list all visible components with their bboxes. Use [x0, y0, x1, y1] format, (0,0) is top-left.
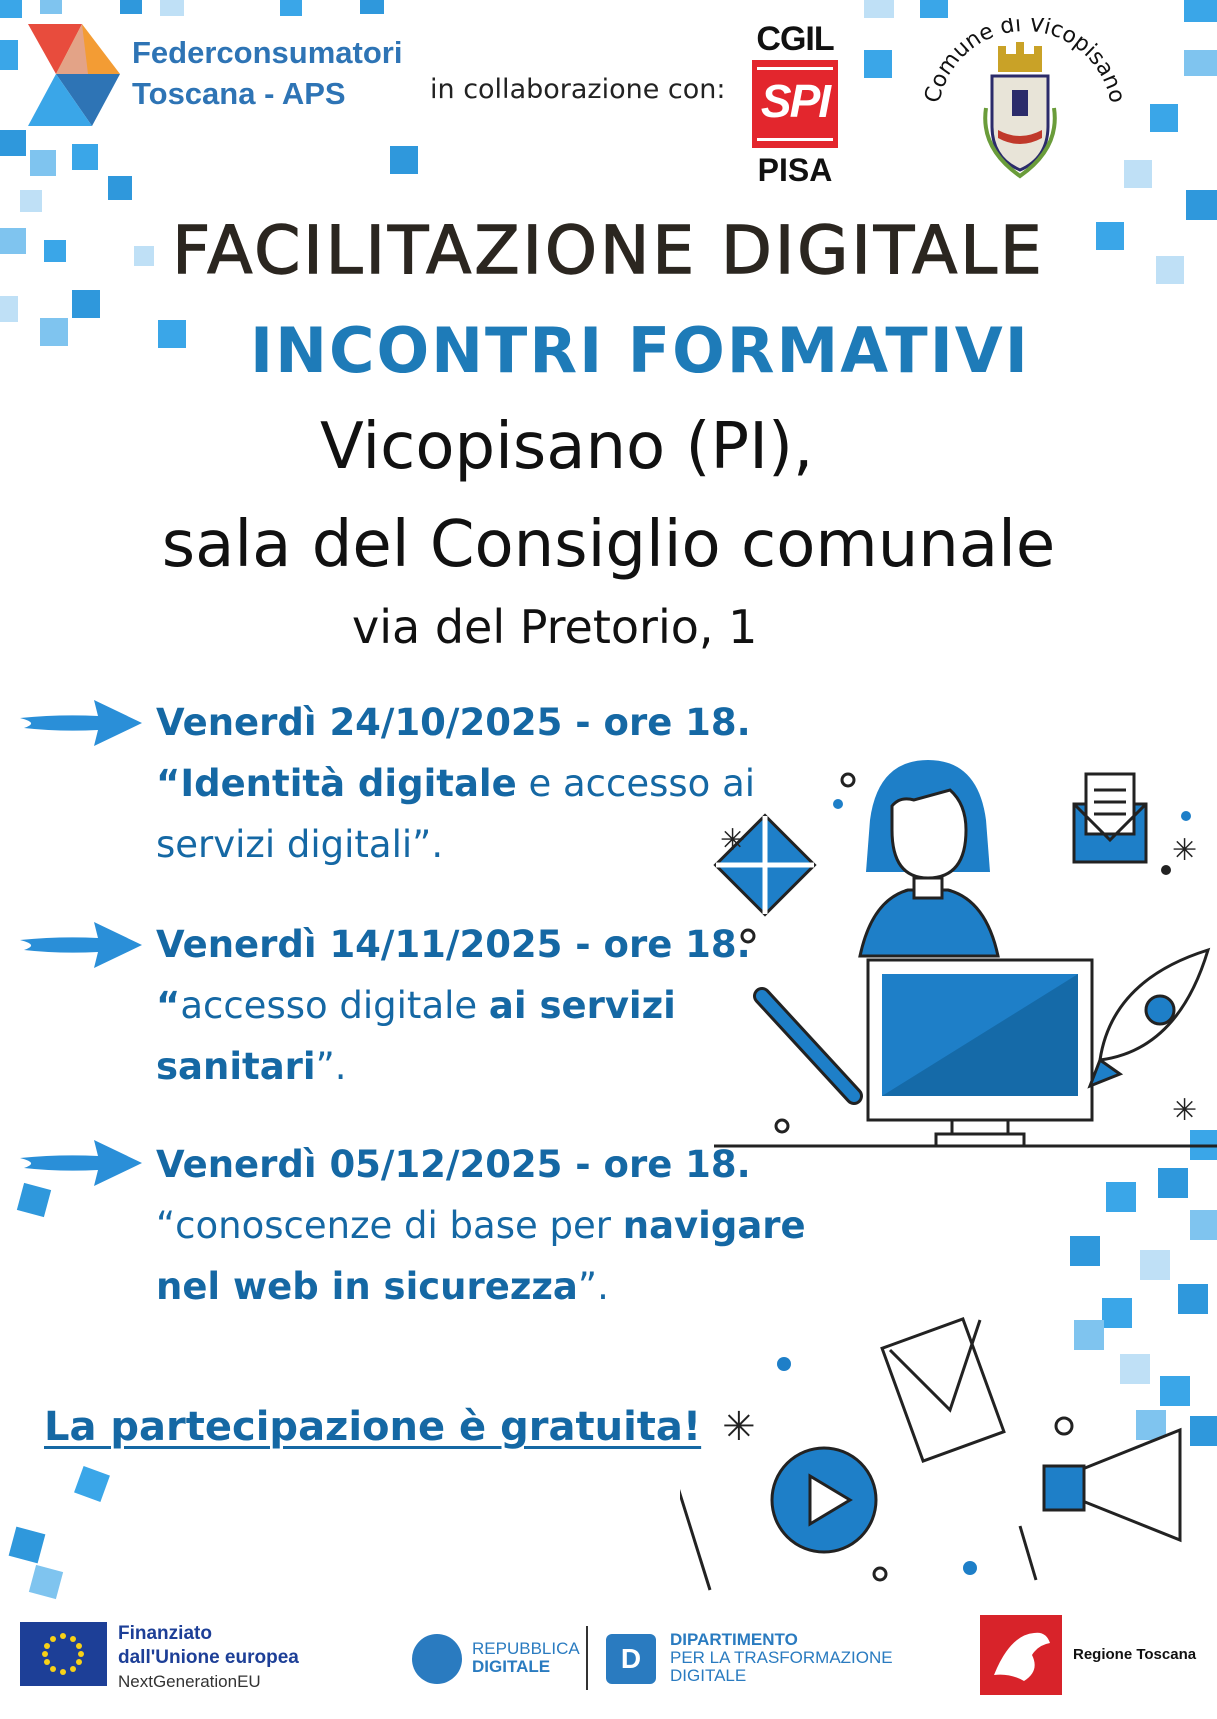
eu-flag-icon	[20, 1622, 107, 1686]
main-title: FACILITAZIONE DIGITALE	[172, 212, 1045, 289]
dipartimento-icon: D	[606, 1634, 656, 1684]
svg-text:✳: ✳	[1172, 833, 1198, 868]
svg-text:✳: ✳	[1172, 1093, 1198, 1128]
digital-illustration	[700, 760, 1217, 1150]
subtitle: INCONTRI FORMATIVI	[250, 314, 1030, 387]
repubblica-digitale-icon	[412, 1634, 462, 1684]
eu-funding-label: Finanziato dall'Unione europea NextGenerationEU	[118, 1623, 299, 1691]
free-participation-link[interactable]: La partecipazione è gratuita!	[44, 1404, 702, 1450]
comune-crest-logo	[910, 18, 1130, 188]
arrow-icon	[20, 696, 144, 750]
dipartimento-label: DIPARTIMENTO PER LA TRASFORMAZIONE DIGITALE	[670, 1630, 893, 1685]
cgil-label: CGIL	[756, 20, 834, 58]
event-date: Venerdì 14/11/2025 - ore 18.	[156, 923, 751, 966]
regione-toscana-label: Regione Toscana	[1073, 1646, 1197, 1663]
comune-arc-text: Comune di Vicopisano	[920, 18, 1130, 106]
spi-red-box	[752, 60, 838, 148]
org-name-line2: Toscana - APS	[132, 76, 346, 111]
event-topic: “conoscenze di base per navigare nel web in sicurezza”.	[156, 1204, 806, 1308]
event-date: Venerdì 24/10/2025 - ore 18.	[156, 701, 751, 744]
event-date: Venerdì 05/12/2025 - ore 18.	[156, 1143, 751, 1186]
arrow-icon	[20, 1136, 144, 1190]
regione-toscana-logo-icon	[980, 1615, 1062, 1695]
federconsumatori-logo	[28, 24, 120, 126]
spi-label: SPI	[760, 75, 830, 127]
cgil-spi-logo	[748, 22, 842, 188]
location-city: Vicopisano (PI),	[320, 410, 814, 484]
event-topic: “Identità digitale e accesso ai servizi digitali”.	[156, 762, 756, 866]
pisa-label: PISA	[757, 152, 833, 188]
repubblica-digitale-label: REPUBBLICA DIGITALE	[472, 1639, 580, 1676]
svg-text:✳: ✳	[720, 823, 746, 858]
org-name	[132, 32, 402, 114]
footer-divider	[586, 1626, 588, 1690]
arrow-icon	[20, 918, 144, 972]
event-topic: “accesso digitale ai servizi sanitari”.	[156, 984, 676, 1088]
event-item-3	[156, 1134, 856, 1317]
org-name-line1: Federconsumatori	[132, 35, 403, 70]
svg-text:✳: ✳	[722, 1404, 756, 1450]
collaboration-text: in collaborazione con:	[430, 74, 726, 105]
media-illustration	[680, 1310, 1217, 1600]
location-venue: sala del Consiglio comunale	[161, 508, 1056, 582]
location-address: via del Pretorio, 1	[352, 600, 758, 654]
